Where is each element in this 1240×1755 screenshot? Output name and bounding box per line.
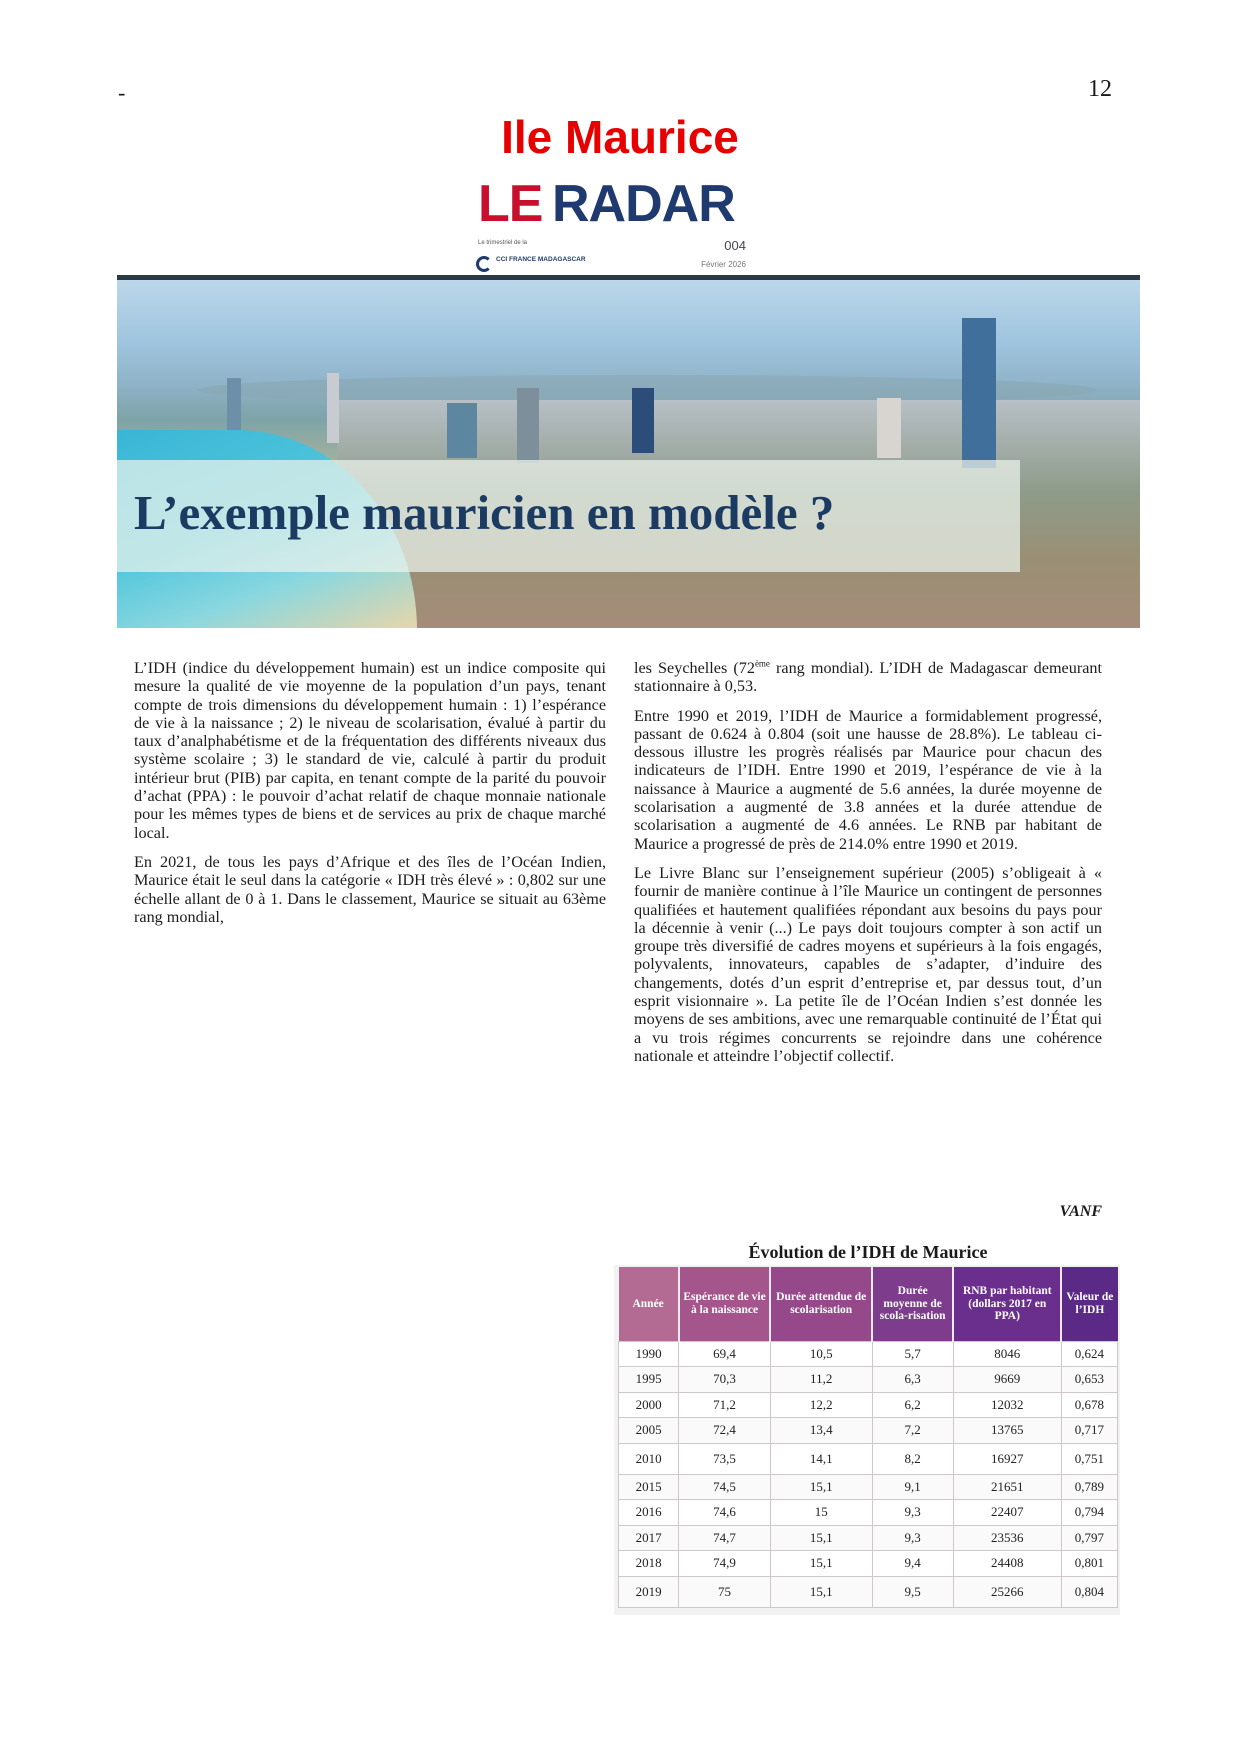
author-signature: VANF xyxy=(1059,1203,1102,1220)
cell-annee: 2019 xyxy=(619,1576,679,1607)
cell-duree-moyenne: 6,3 xyxy=(872,1367,953,1393)
cell-duree-moyenne: 9,3 xyxy=(872,1525,953,1551)
cell-rnb: 16927 xyxy=(953,1443,1061,1474)
cell-valeur-idh: 0,794 xyxy=(1061,1500,1117,1526)
article-column-right xyxy=(634,659,1102,1076)
cell-esperance: 74,5 xyxy=(679,1474,770,1500)
cell-duree-moyenne: 5,7 xyxy=(872,1341,953,1367)
cell-valeur-idh: 0,804 xyxy=(1061,1576,1117,1607)
article-column-left xyxy=(134,659,606,937)
table-row xyxy=(619,1367,1118,1393)
cell-annee: 1990 xyxy=(619,1341,679,1367)
cell-annee: 1995 xyxy=(619,1367,679,1393)
cell-duree-moyenne: 6,2 xyxy=(872,1392,953,1418)
cell-duree-attendue: 12,2 xyxy=(770,1392,872,1418)
header-duree-attendue: Durée attendue de scolarisation xyxy=(770,1267,872,1341)
header-esperance: Espérance de vie à la naissance xyxy=(679,1267,770,1341)
logo-radar: RADAR xyxy=(552,175,735,233)
table-row xyxy=(619,1500,1118,1526)
table-row xyxy=(619,1341,1118,1367)
cell-esperance: 74,7 xyxy=(679,1525,770,1551)
cell-annee: 2018 xyxy=(619,1551,679,1577)
cell-esperance: 74,6 xyxy=(679,1500,770,1526)
issue-date: Février 2026 xyxy=(701,260,746,269)
headline: Ile Maurice xyxy=(501,111,739,163)
hero-image xyxy=(117,280,1140,628)
cell-duree-attendue: 15,1 xyxy=(770,1551,872,1577)
table-row xyxy=(619,1576,1118,1607)
publisher-name: CCI FRANCE MADAGASCAR xyxy=(496,256,586,263)
cell-annee: 2005 xyxy=(619,1418,679,1444)
cell-duree-moyenne: 7,2 xyxy=(872,1418,953,1444)
cell-duree-attendue: 15,1 xyxy=(770,1474,872,1500)
cell-valeur-idh: 0,717 xyxy=(1061,1418,1117,1444)
cell-duree-attendue: 10,5 xyxy=(770,1341,872,1367)
table-header-row xyxy=(619,1267,1118,1341)
cell-esperance: 72,4 xyxy=(679,1418,770,1444)
cell-valeur-idh: 0,801 xyxy=(1061,1551,1117,1577)
table-row xyxy=(619,1551,1118,1577)
paragraph: L’IDH (indice du développement humain) est un indice composite qui mesure la qualité de vie moyenne de la population d’un pays, tenant compte de trois dimensions du développement humain : 1) l’espérance de vie à la naissance ; 2) le niveau de scolarisation, évalué à partir du taux d’analphabétisme et de la fréquentation des différents niveaux dus système scolaire ; 3) le standard de vie, calculé à partir du produit intérieur brut (PIB) par capita, en tenant compte de la parité du pouvoir d’achat (PPA) : le pouvoir d’achat relatif de chaque monnaie nationale pour les mêmes types de biens et de services au prix de chaque marché local. xyxy=(134,659,606,842)
cell-rnb: 12032 xyxy=(953,1392,1061,1418)
header-duree-moyenne: Durée moyenne de scola-risation xyxy=(872,1267,953,1341)
cell-duree-moyenne: 9,1 xyxy=(872,1474,953,1500)
cell-rnb: 9669 xyxy=(953,1367,1061,1393)
cell-duree-attendue: 14,1 xyxy=(770,1443,872,1474)
cell-rnb: 25266 xyxy=(953,1576,1061,1607)
table-row xyxy=(619,1474,1118,1500)
cell-esperance: 73,5 xyxy=(679,1443,770,1474)
header-rnb: RNB par habitant (dollars 2017 en PPA) xyxy=(953,1267,1061,1341)
cell-esperance: 74,9 xyxy=(679,1551,770,1577)
table-row xyxy=(619,1418,1118,1444)
hero-tower xyxy=(962,318,996,468)
hero-tower xyxy=(227,378,241,438)
cell-esperance: 70,3 xyxy=(679,1367,770,1393)
idh-table xyxy=(618,1267,1118,1608)
table-row xyxy=(619,1443,1118,1474)
cell-duree-moyenne: 8,2 xyxy=(872,1443,953,1474)
hero-tower xyxy=(517,388,539,463)
masthead-logo xyxy=(470,172,754,276)
paragraph: En 2021, de tous les pays d’Afrique et des îles de l’Océan Indien, Maurice était le seul dans la catégorie « IDH très élevé » : 0,802 sur une échelle allant de 0 à 1. Dans le classement, Maurice se situait au 63ème rang mondial, xyxy=(134,852,606,926)
cell-annee: 2015 xyxy=(619,1474,679,1500)
cell-annee: 2016 xyxy=(619,1500,679,1526)
header-annee: Année xyxy=(619,1267,679,1341)
hero-tower xyxy=(447,403,477,458)
article-title: L’exemple mauricien en modèle ? xyxy=(134,485,835,540)
cell-duree-attendue: 15 xyxy=(770,1500,872,1526)
paragraph-text: rang mondial). L’IDH de Madagascar demeurant stationnaire à 0,53. xyxy=(634,659,1102,696)
page-dash: - xyxy=(118,80,126,105)
cell-duree-moyenne: 9,3 xyxy=(872,1500,953,1526)
cell-rnb: 8046 xyxy=(953,1341,1061,1367)
hero-tower xyxy=(632,388,654,453)
issue-number: 004 xyxy=(724,238,746,253)
cell-duree-attendue: 15,1 xyxy=(770,1576,872,1607)
cell-rnb: 13765 xyxy=(953,1418,1061,1444)
paragraph: Le Livre Blanc sur l’enseignement supérieur (2005) s’obligeait à « fournir de manière continue à l’île Maurice un contingent de personnes qualifiées et hautement qualifiées répondant aux besoins du pays pour la décennie à venir (...) Le pays doit toujours compter à son actif un groupe très diversifié de cadres moyens et supérieurs à la fois engagés, polyvalents, innovateurs, capables de s’adapter, d’induire des changements, dotés d’un esprit d’entreprise et, par dessus tout, d’un esprit visionnaire ». La petite île de l’Océan Indien s’est donnée les moyens de ses ambitions, avec une remarquable continuité de l’État qui a vu trois régimes concurrents se rejoindre dans une cohérence nationale et atteindre l’objectif collectif. xyxy=(634,863,1102,1065)
cell-annee: 2010 xyxy=(619,1443,679,1474)
cell-rnb: 22407 xyxy=(953,1500,1061,1526)
cell-duree-moyenne: 9,4 xyxy=(872,1551,953,1577)
cell-valeur-idh: 0,797 xyxy=(1061,1525,1117,1551)
hero-tower xyxy=(327,373,339,443)
cell-rnb: 21651 xyxy=(953,1474,1061,1500)
table-row xyxy=(619,1392,1118,1418)
cell-duree-attendue: 15,1 xyxy=(770,1525,872,1551)
page-number: 12 xyxy=(1088,76,1112,102)
paragraph: Entre 1990 et 2019, l’IDH de Maurice a formidablement progressé, passant de 0.624 à 0.804 (soit une hausse de 28.8%). Le tableau ci-dessous illustre les progrès réalisés par Maurice pour chacun des indicateurs de l’IDH. Entre 1990 et 2019, l’espérance de vie à la naissance à Maurice a augmenté de 5.6 années, la durée moyenne de scolarisation a augmenté de 3.8 années et la durée attendue de scolarisation a augmenté de 4.6 années. Le RNB par habitant de Maurice a progressé de près de 214.0% entre 1990 et 2019. xyxy=(634,706,1102,853)
header-valeur-idh: Valeur de l’IDH xyxy=(1061,1267,1117,1341)
cell-esperance: 75 xyxy=(679,1576,770,1607)
paragraph xyxy=(634,659,1102,696)
cell-duree-moyenne: 9,5 xyxy=(872,1576,953,1607)
cell-valeur-idh: 0,624 xyxy=(1061,1341,1117,1367)
cell-rnb: 24408 xyxy=(953,1551,1061,1577)
cell-duree-attendue: 13,4 xyxy=(770,1418,872,1444)
cell-valeur-idh: 0,751 xyxy=(1061,1443,1117,1474)
hero-tower xyxy=(877,398,901,458)
cell-rnb: 23536 xyxy=(953,1525,1061,1551)
superscript: ème xyxy=(754,658,770,669)
paragraph-text: les Seychelles (72 xyxy=(634,659,755,677)
logo-subtitle: Le trimestriel de la xyxy=(478,240,528,246)
table-title: Évolution de l’IDH de Maurice xyxy=(748,1242,988,1262)
cell-annee: 2017 xyxy=(619,1525,679,1551)
table-row xyxy=(619,1525,1118,1551)
cell-duree-attendue: 11,2 xyxy=(770,1367,872,1393)
cell-esperance: 69,4 xyxy=(679,1341,770,1367)
logo-le: LE xyxy=(478,175,543,233)
cell-valeur-idh: 0,789 xyxy=(1061,1474,1117,1500)
cci-logo-icon xyxy=(476,256,492,272)
cell-valeur-idh: 0,678 xyxy=(1061,1392,1117,1418)
cell-valeur-idh: 0,653 xyxy=(1061,1367,1117,1393)
idh-table-grid xyxy=(618,1267,1118,1608)
cell-esperance: 71,2 xyxy=(679,1392,770,1418)
cell-annee: 2000 xyxy=(619,1392,679,1418)
